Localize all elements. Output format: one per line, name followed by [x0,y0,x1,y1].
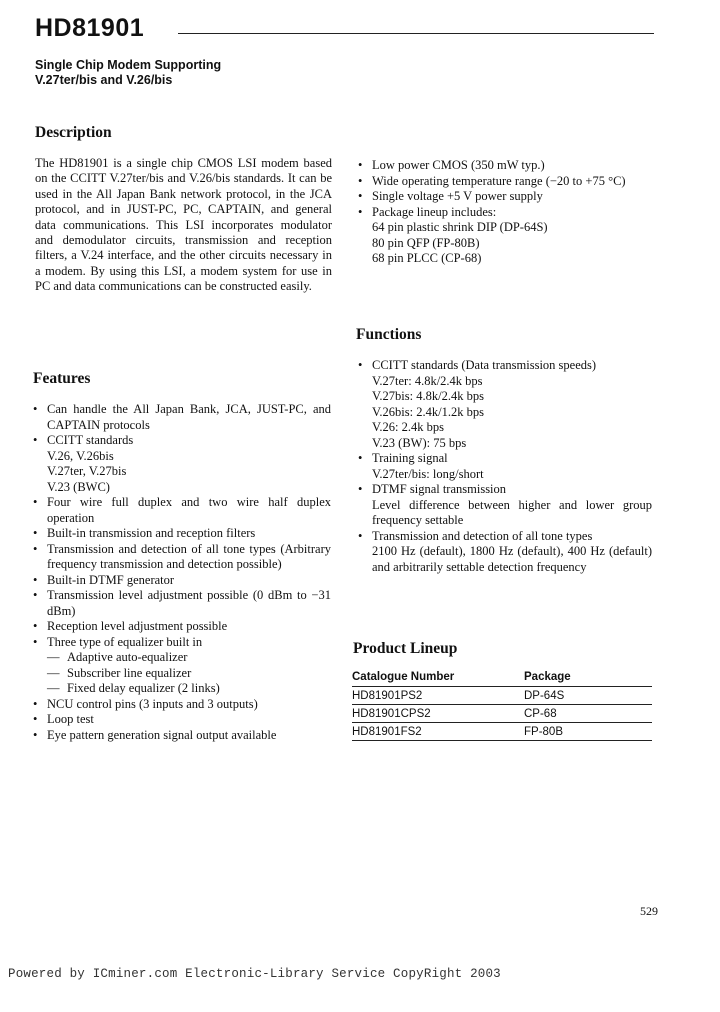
feature-subitem: — Adaptive auto-equalizer [47,650,331,666]
table-row [352,687,652,705]
footer-credit: Powered by ICminer.com Electronic-Library Service CopyRight 2003 [8,967,501,981]
function-item: • DTMF signal transmission Level difference between higher and lower group frequency settable [358,482,652,529]
summary-item: • Wide operating temperature range (−20 to +75 °C) [358,174,656,190]
function-subitem: V.27ter: 4.8k/2.4k bps [372,373,483,388]
summary-item: • Package lineup includes: 64 pin plastic shrink DIP (DP-64S) 80 pin QFP (FP-80B) 68 pin PLCC (CP-68) [358,205,656,267]
feature-item: • Three type of equalizer built in — Adaptive auto-equalizer — Subscriber line equalizer — Fixed delay equalizer (2 links) [33,635,331,697]
function-subitem: V.27ter/bis: long/short [372,466,484,481]
function-item: • Transmission and detection of all tone types 2100 Hz (default), 1800 Hz (default), 400 Hz (default) and arbitrarily settable detection frequency [358,529,652,576]
function-item: • CCITT standards (Data transmission speeds) V.27ter: 4.8k/2.4k bps V.27bis: 4.8k/2.4k bps V.26bis: 2.4k/1.2k bps V.26: 2.4k bps V.23 (BW): 75 bps [358,358,652,451]
feature-summary-list [358,158,656,267]
subtitle-line-1: Single Chip Modem Supporting [35,58,222,72]
feature-item: • Built-in transmission and reception filters [33,526,331,542]
function-subitem: V.26bis: 2.4k/1.2k bps [372,404,484,419]
page-number: 529 [640,904,658,918]
feature-item: • Four wire full duplex and two wire half duplex operation [33,495,331,526]
subtitle-line-2: V.27ter/bis and V.26/bis [35,73,173,87]
function-subitem: V.27bis: 4.8k/2.4k bps [372,389,484,403]
feature-subitem: V.27ter, V.27bis [47,464,127,478]
document-title: HD81901 [35,14,145,42]
product-lineup-table [352,668,652,741]
summary-item: • Single voltage +5 V power supply [358,189,656,205]
function-subitem: V.26: 2.4k bps [372,420,445,434]
features-list [33,402,331,743]
feature-item: • Loop test [33,712,331,728]
package-cell: DP-64S [524,687,652,705]
functions-heading: Functions [356,326,422,343]
catalogue-number-cell: HD81901CPS2 [352,705,524,723]
summary-subitem: 80 pin QFP (FP-80B) [372,235,480,250]
feature-item: • Transmission and detection of all tone types (Arbitrary frequency transmission and detection possible) [33,542,331,573]
function-subitem: V.23 (BW): 75 bps [372,435,467,450]
function-item: • Training signal V.27ter/bis: long/short [358,451,652,482]
feature-subitem: — Fixed delay equalizer (2 links) [47,681,331,697]
summary-subitem: 68 pin PLCC (CP-68) [372,251,482,265]
feature-item: • Transmission level adjustment possible (0 dBm to −31 dBm) [33,588,331,619]
feature-item: • Built-in DTMF generator [33,573,331,589]
function-subitem: Level difference between higher and lower group frequency settable [372,497,652,527]
description-text: The HD81901 is a single chip CMOS LSI modem based on the CCITT V.27ter/bis and V.26/bis standards. It can be used in the All Japan Bank network protocol, in the JCA protocol, and in JUST-PC, PC, CAPTAIN, and general data communications. This LSI incorporates modulator and demodulator circuits, transmission and reception filters, a V.24 interface, and the other circuits necessary in a modem. By using this LSI, a modem system for use in PC and data communications can be constructed easily. [35,156,332,294]
column-header-catalogue: Catalogue Number [352,668,524,687]
feature-item: • CCITT standards V.26, V.26bis V.27ter, V.27bis V.23 (BWC) [33,433,331,495]
feature-subitem: V.26, V.26bis [47,448,114,463]
document-subtitle [35,58,221,88]
functions-list [358,358,652,575]
description-heading: Description [35,124,112,141]
feature-item: • NCU control pins (3 inputs and 3 outputs) [33,697,331,713]
title-rule [178,33,654,34]
function-subitem: 2100 Hz (default), 1800 Hz (default), 400 Hz (default) and arbitrarily settable detection frequency [372,544,652,574]
feature-subitem: — Subscriber line equalizer [47,666,331,682]
features-heading: Features [33,370,91,387]
column-header-package: Package [524,668,652,687]
summary-item: • Low power CMOS (350 mW typ.) [358,158,656,174]
summary-subitem: 64 pin plastic shrink DIP (DP-64S) [372,220,548,234]
table-row [352,723,652,741]
feature-item: • Reception level adjustment possible [33,619,331,635]
product-lineup-heading: Product Lineup [353,640,458,657]
package-cell: FP-80B [524,723,652,741]
catalogue-number-cell: HD81901PS2 [352,687,524,705]
table-header-row [352,668,652,687]
feature-item: • Can handle the All Japan Bank, JCA, JUST-PC, and CAPTAIN protocols [33,402,331,433]
table-row [352,705,652,723]
feature-item: • Eye pattern generation signal output available [33,728,331,744]
catalogue-number-cell: HD81901FS2 [352,723,524,741]
feature-subitem: V.23 (BWC) [47,479,110,494]
package-cell: CP-68 [524,705,652,723]
